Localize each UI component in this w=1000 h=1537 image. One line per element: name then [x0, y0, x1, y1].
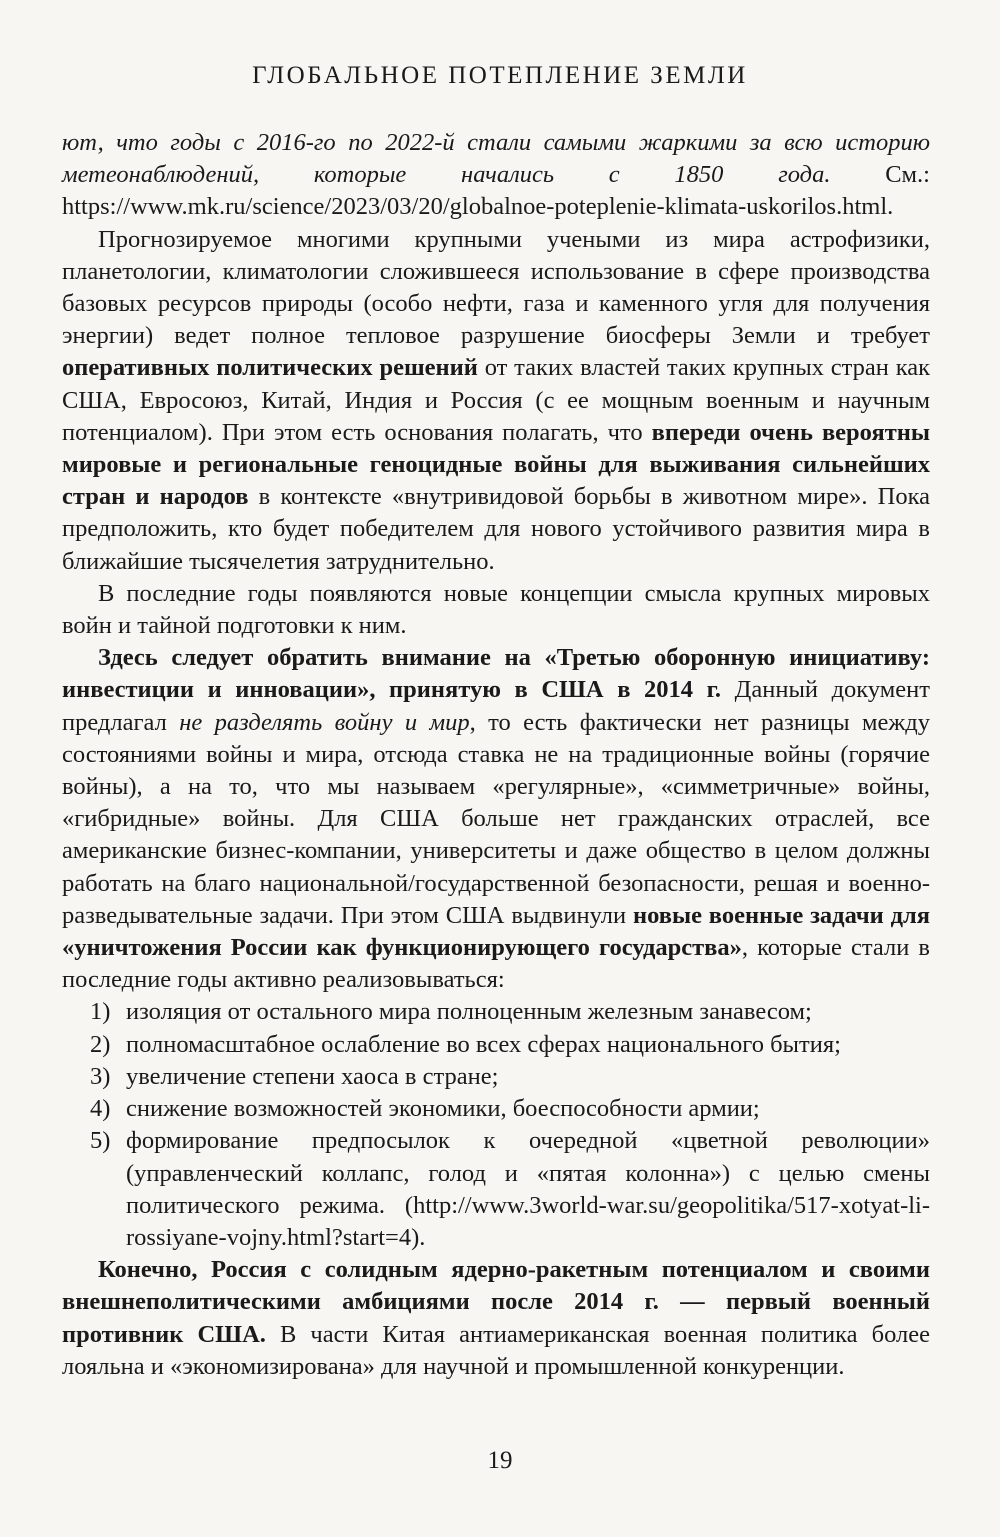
list-number: 2) [90, 1030, 111, 1058]
source-reference: См.: https://www.mk.ru/science/2023/03/20/globalnoe-poteplenie-klimata-uskorilos.html. [62, 161, 930, 221]
text: от таких властей таких крупных стран как США, Евросоюз, Китай, Индия и Россия (с ее мощным военным и научным потенциалом). При этом есть основания полагать, что [62, 354, 931, 446]
list-item [62, 1093, 930, 1125]
bold-text: новые военные задачи для «уничтожения России как функционирующего государства» [62, 901, 931, 962]
list-text: снижение возможностей экономики, боеспособности армии; [126, 1095, 760, 1123]
paragraph [62, 1254, 930, 1383]
paragraph-continued [62, 127, 930, 224]
paragraph [62, 578, 930, 642]
list-number: 5) [90, 1127, 111, 1155]
bold-text: впереди очень вероятны мировые и региональные геноцидные войны для выживания сильнейших стран и народов [62, 418, 930, 511]
text: в контексте «внутривидовой борьбы в животном мире». Пока предположить, кто будет победителем для нового устойчивого развития мира в ближайшие тысячелетия затруднительно. [62, 483, 930, 575]
list-item [62, 1029, 930, 1061]
numbered-list [62, 996, 930, 1254]
list-text: полномасштабное ослабление во всех сферах национального бытия; [126, 1030, 841, 1058]
page-number: 19 [487, 1447, 513, 1474]
italic-text: ют, что годы с 2016-го по 2022-й стали самыми жаркими за всю историю метеонаблюдений, которые начались с 1850 года. [62, 129, 930, 189]
text: В части Китая антиамериканская военная политика более лояльна и «экономизирована» для научной и промышленной конкуренции. [62, 1320, 930, 1380]
bold-text: Конечно, Россия с солидным ядерно-ракетным потенциалом и своими внешнеполитическими амбициями после 2014 г. — первый военный противник США. [62, 1256, 930, 1348]
paragraph [62, 224, 930, 578]
list-text: формирование предпосылок к очередной «цветной революции» (управленческий коллапс, голод и «пятая колонна») с целью смены политического режима. (http://www.3world-war.su/geopolitika/517-xotyat-li-rossiyane-vojny.html?start=4). [126, 1127, 930, 1251]
body-text [62, 127, 930, 1383]
list-number: 1) [90, 998, 111, 1026]
text: , которые стали в последние годы активно реализовываться: [62, 934, 930, 994]
list-number: 4) [90, 1095, 111, 1123]
bold-text: Здесь следует обратить внимание на «Третью оборонную инициативу: инвестиции и инновации», принятую в США в 2014 г. [62, 644, 930, 704]
list-item [62, 1061, 930, 1093]
list-item [62, 1125, 930, 1254]
text: В последние годы появляются новые концепции смысла крупных мировых войн и тайной подготовки к ним. [62, 579, 930, 640]
running-title: ГЛОБАЛЬНОЕ ПОТЕПЛЕНИЕ ЗЕМЛИ [252, 62, 748, 89]
bold-text: оперативных политических решений [62, 354, 478, 382]
italic-text: не разделять войну и мир [179, 708, 470, 736]
paragraph [62, 642, 930, 996]
list-number: 3) [90, 1062, 111, 1090]
list-item [62, 996, 930, 1028]
text: Прогнозируемое многими крупными учеными из мира астрофизики, планетологии, климатологии сложившееся использование в сфере производства базовых ресурсов природы (особо нефти, газа и каменного угля для получения энергии) ведет полное тепловое разрушение биосферы Земли и требует [62, 225, 930, 350]
list-text: изоляция от остального мира полноценным железным занавесом; [126, 998, 812, 1026]
list-text: увеличение степени хаоса в стране; [126, 1062, 499, 1090]
text: Данный документ предлагал [62, 676, 930, 736]
text: , то есть фактически нет разницы между состояниями войны и мира, отсюда ставка не на традиционные войны (горячие войны), а на то, что мы называем «регулярные», «симметричные» войны, «гибридные» войны. Для США больше нет гражданских отраслей, все американские бизнес-компании, университеты и даже общество в целом должны работать на благо национальной/государственной безопасности, решая и военно-разведывательные задачи. При этом США выдвинули [62, 708, 930, 929]
